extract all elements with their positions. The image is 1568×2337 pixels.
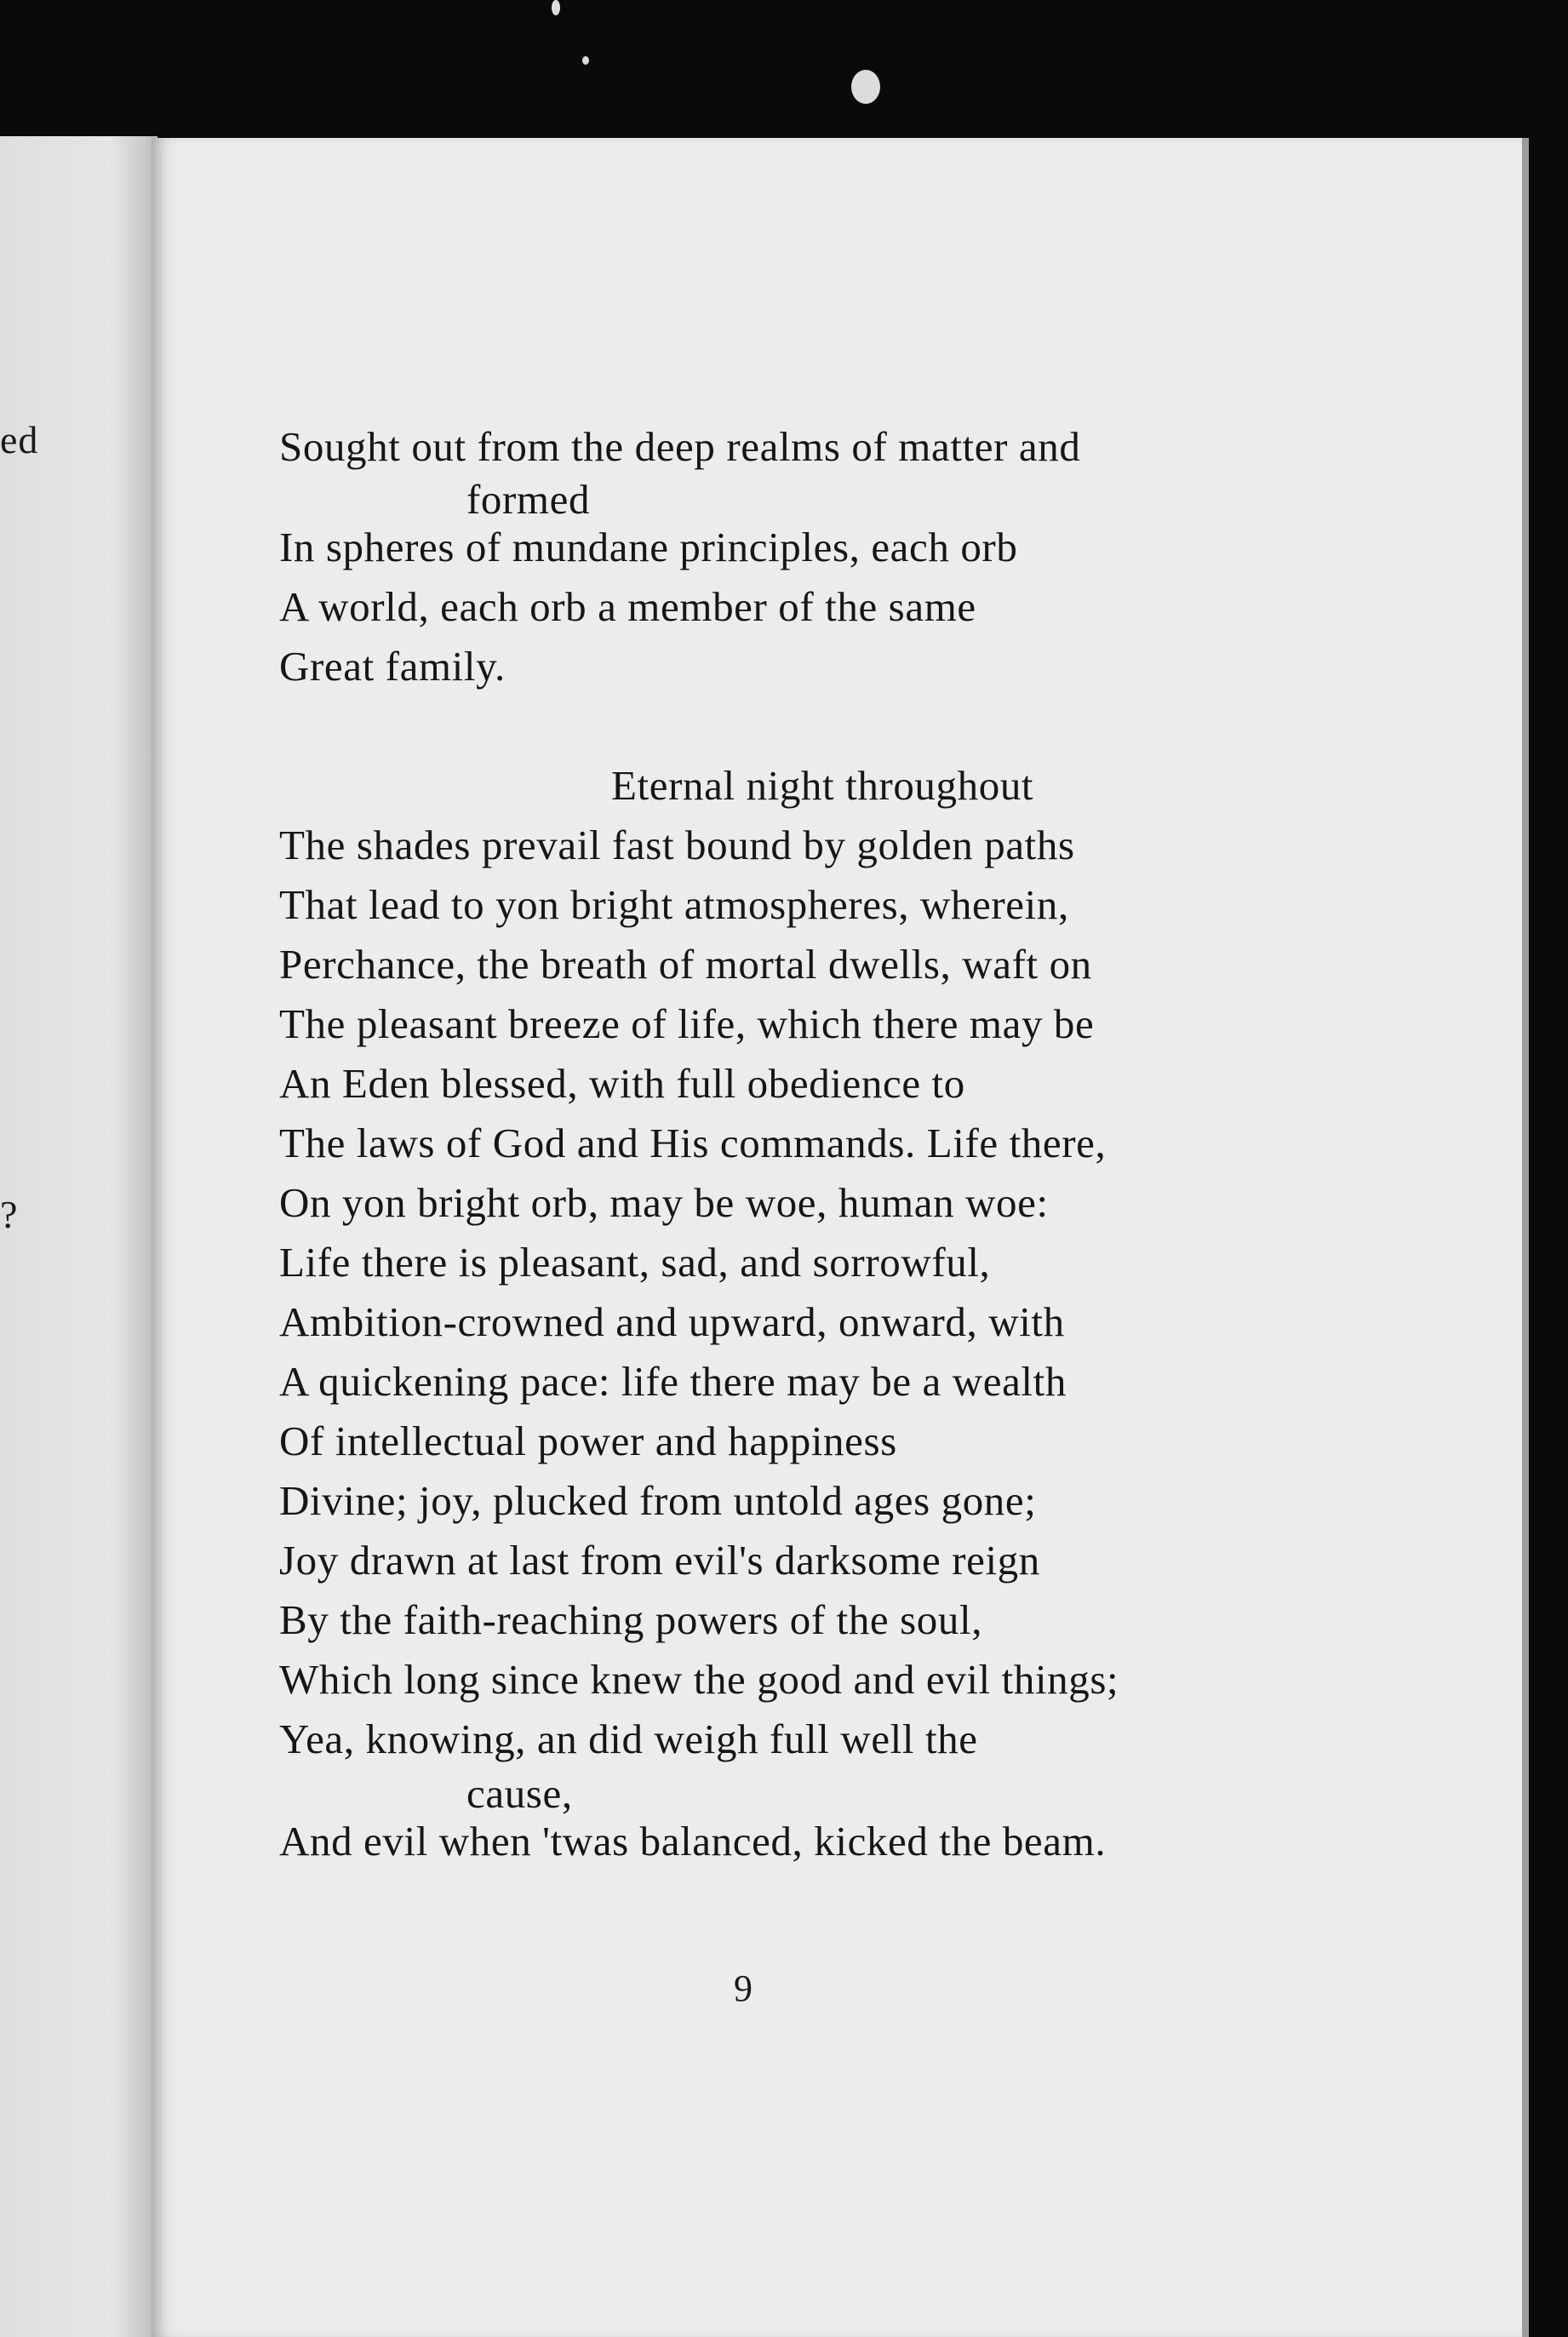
poem-line: Great family.: [279, 643, 506, 690]
poem-line: A world, each orb a member of the same: [279, 583, 976, 630]
poem-line: cause,: [466, 1770, 573, 1817]
poem-line: Life there is pleasant, sad, and sorrowful,: [279, 1239, 991, 1286]
poem-line: A quickening pace: life there may be a wealth: [279, 1358, 1067, 1405]
poem-line: By the faith-reaching powers of the soul,: [279, 1596, 983, 1643]
poem-line: Sought out from the deep realms of matter and: [279, 423, 1081, 470]
left-page-fragment: ed: [0, 418, 39, 461]
poem-line: Perchance, the breath of mortal dwells, waft on: [279, 941, 1092, 988]
poem-line: An Eden blessed, with full obedience to: [279, 1060, 965, 1107]
poem-text: [279, 417, 1352, 1871]
poem-line: formed: [466, 476, 591, 523]
poem-line: Which long since knew the good and evil things;: [279, 1656, 1119, 1703]
poem-line: Of intellectual power and happiness: [279, 1418, 897, 1464]
poem-line: That lead to yon bright atmospheres, wherein,: [279, 881, 1069, 928]
left-page-edge: [0, 136, 157, 2337]
page-number: 9: [734, 1968, 753, 2009]
page-edge-shadow: [1522, 138, 1529, 2337]
poem-line: On yon bright orb, may be woe, human woe:: [279, 1179, 1049, 1226]
poem-line: And evil when 'twas balanced, kicked the beam.: [279, 1818, 1107, 1864]
poem-line: The shades prevail fast bound by golden paths: [279, 822, 1075, 868]
poem-line: Divine; joy, plucked from untold ages gone;: [279, 1477, 1037, 1524]
poem-line: The laws of God and His commands. Life there,: [279, 1120, 1107, 1166]
scan-speck: [582, 56, 589, 65]
scan-speck: [851, 70, 880, 104]
poem-line: Eternal night throughout: [611, 762, 1034, 809]
poem-line: Yea, knowing, an did weigh full well the: [279, 1716, 978, 1762]
poem-line: In spheres of mundane principles, each orb: [279, 524, 1018, 570]
scan-speck: [552, 0, 560, 15]
poem-line: The pleasant breeze of life, which there may be: [279, 1000, 1095, 1047]
poem-line: Joy drawn at last from evil's darksome reign: [279, 1537, 1040, 1584]
left-page-fragment: ?: [0, 1193, 19, 1236]
poem-line: Ambition-crowned and upward, onward, with: [279, 1298, 1065, 1345]
